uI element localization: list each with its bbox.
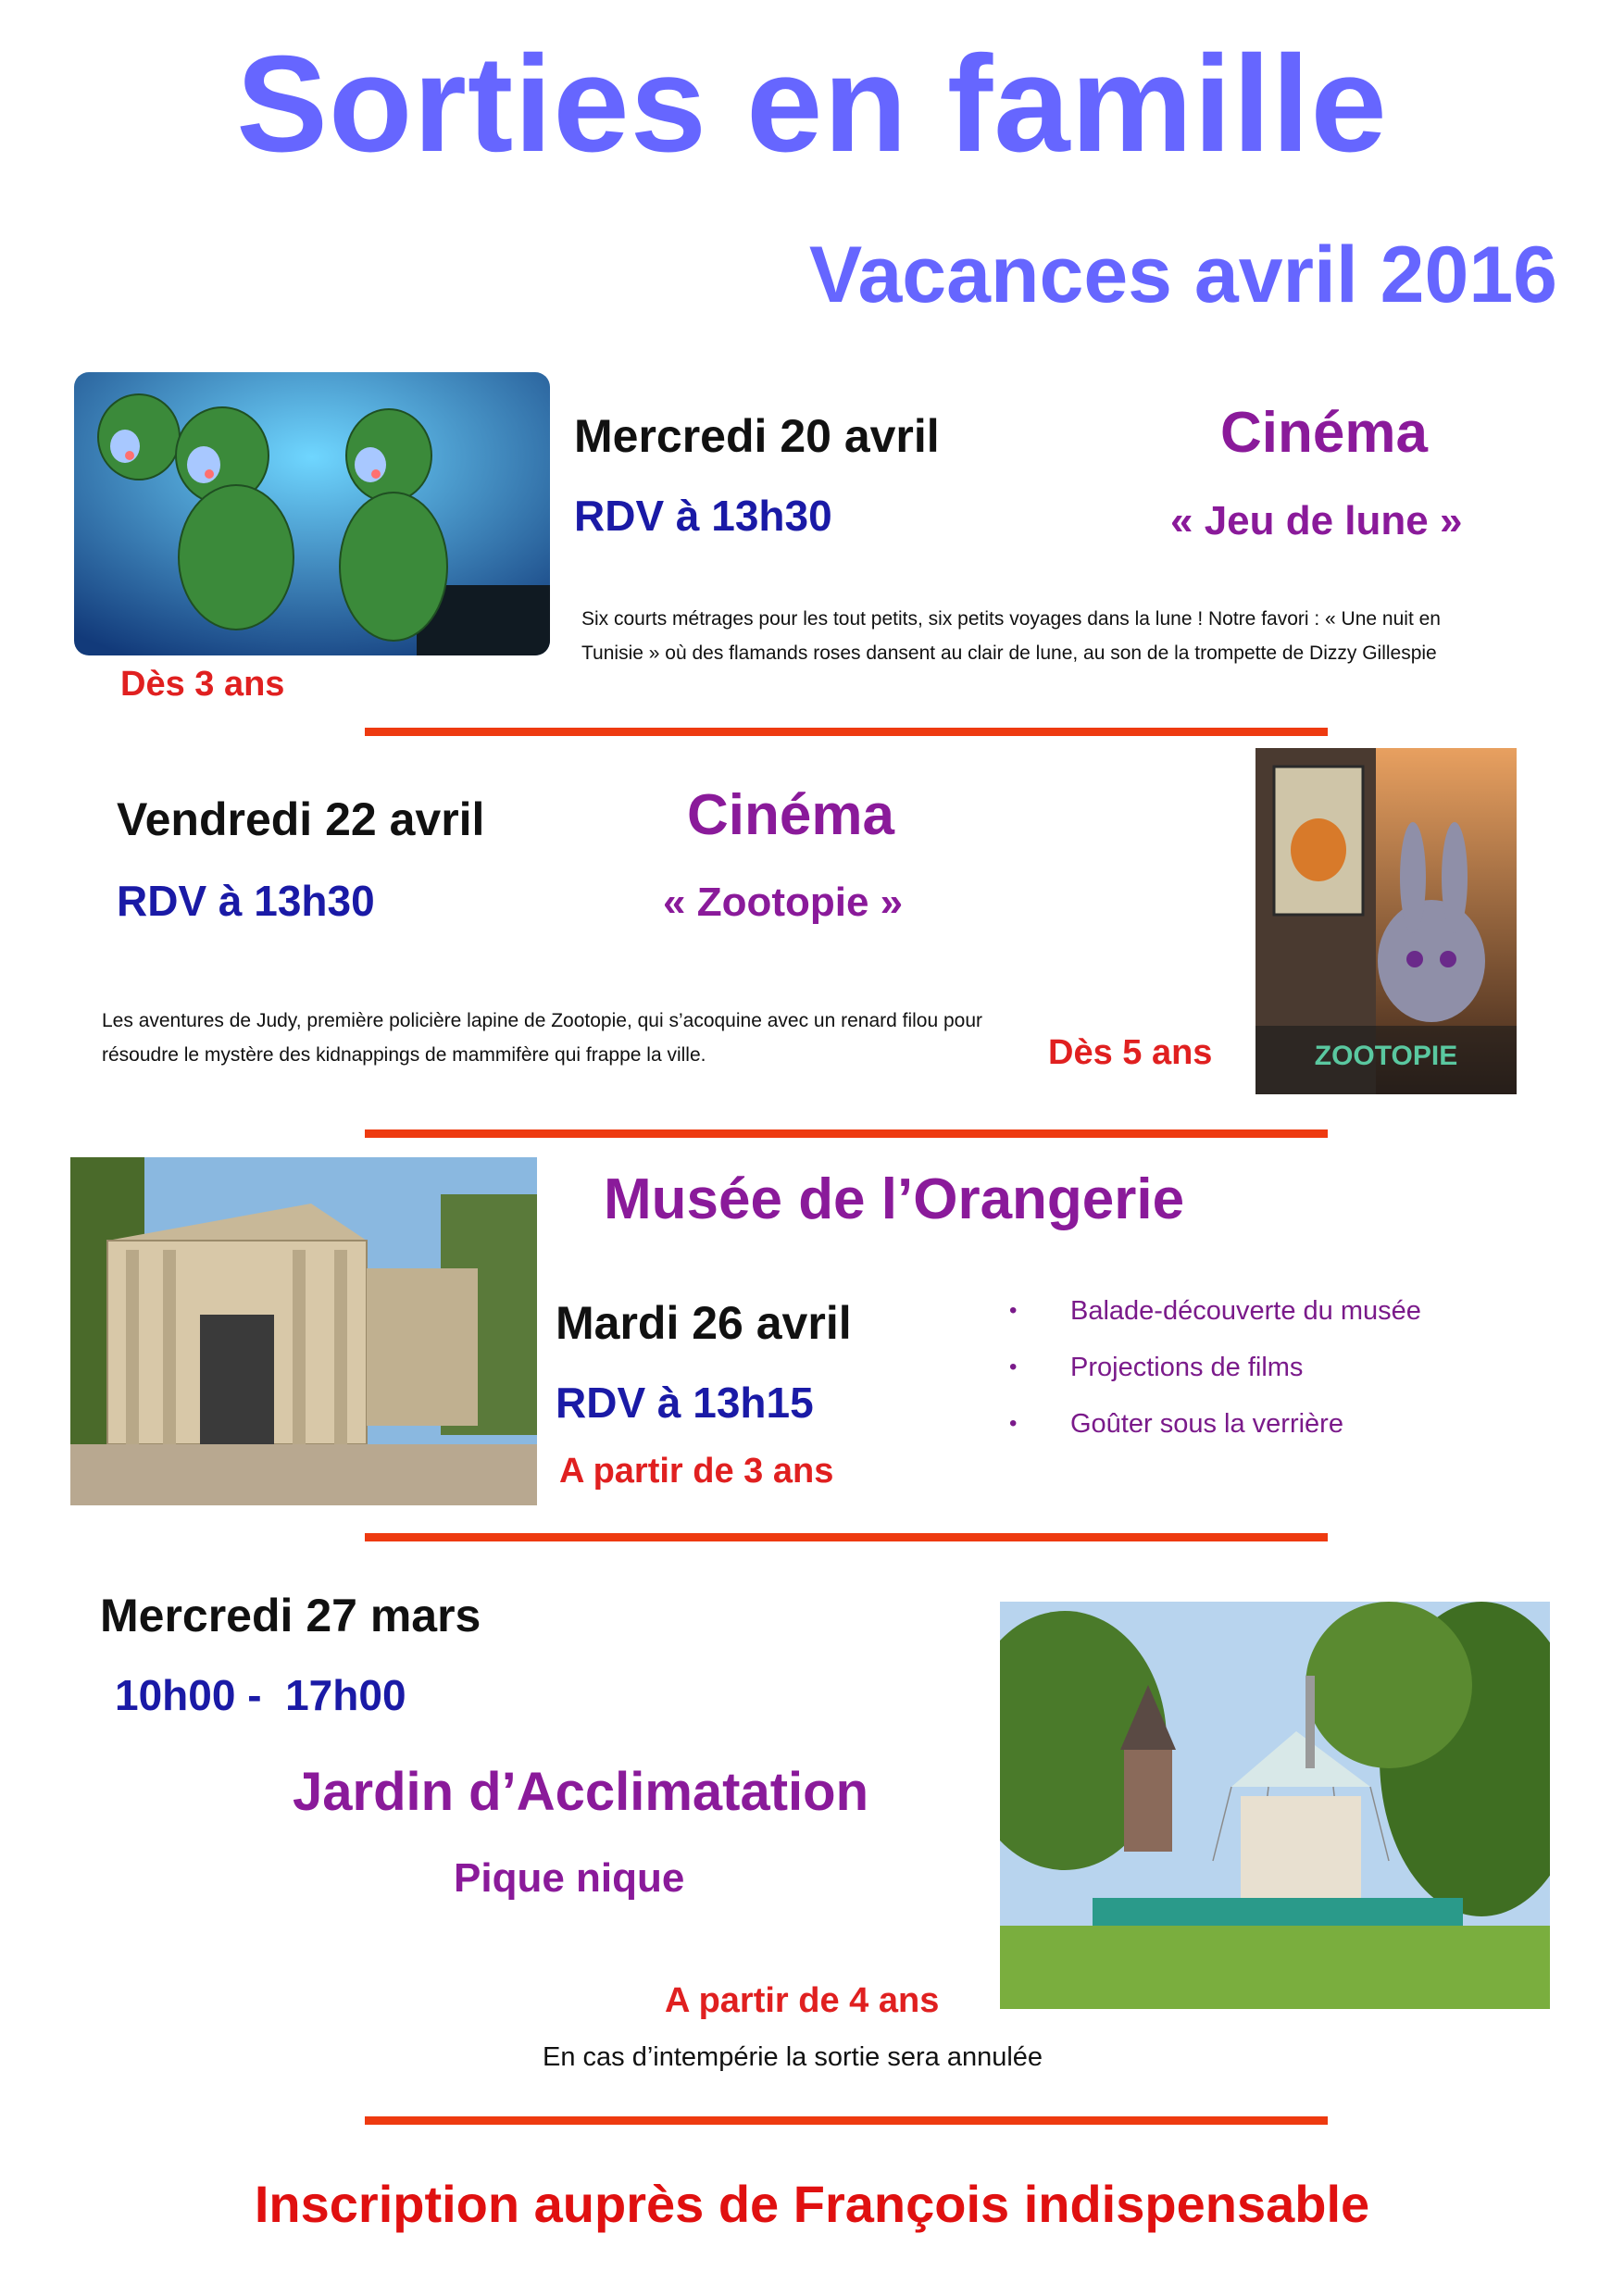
registration-notice: Inscription auprès de François indispensable [254, 2175, 1370, 2233]
jeu-de-lune-image [74, 372, 550, 655]
page-title: Sorties en famille [236, 28, 1388, 181]
poster-title: ZOOTOPIE [1314, 1041, 1458, 1071]
event1-category: Cinéma [1220, 401, 1428, 465]
separator [365, 2116, 1328, 2125]
zootopie-poster [1255, 748, 1517, 1094]
event2-age: Dès 5 ans [1048, 1033, 1213, 1072]
event1-age: Dès 3 ans [120, 665, 285, 704]
event2-date: Vendredi 22 avril [117, 793, 485, 845]
event4-date: Mercredi 27 mars [100, 1590, 481, 1641]
event4-age: A partir de 4 ans [665, 1981, 940, 2020]
event4-warning: En cas d’intempérie la sortie sera annulée [543, 2042, 1043, 2072]
event4-hours: 10h00 - 17h00 [115, 1671, 406, 1719]
event4-title: Jardin d’Acclimatation [293, 1762, 869, 1822]
event2-rdv: RDV à 13h30 [117, 877, 375, 925]
event4-note: Pique nique [454, 1855, 685, 1901]
event2-film: « Zootopie » [663, 880, 904, 925]
list-item: • Projections de films [1009, 1353, 1421, 1409]
event2-category: Cinéma [687, 783, 894, 847]
activity-list [1009, 1296, 1421, 1466]
event3-title: Musée de l’Orangerie [604, 1167, 1185, 1231]
event1-date: Mercredi 20 avril [574, 410, 940, 462]
event1-rdv: RDV à 13h30 [574, 492, 832, 540]
event3-rdv: RDV à 13h15 [556, 1379, 814, 1427]
event3-age: A partir de 3 ans [559, 1452, 834, 1491]
separator [365, 1533, 1328, 1541]
list-item: • Goûter sous la verrière [1009, 1409, 1421, 1466]
event1-film: « Jeu de lune » [1170, 498, 1463, 543]
jardin-image [1000, 1602, 1550, 2009]
list-item: • Balade-découverte du musée [1009, 1296, 1421, 1353]
event2-description: Les aventures de Judy, première policière lapine de Zootopie, qui s’acoquine avec un renard filou pour résoudre le mystère des kidnappings de mammifère qui frappe la ville. [102, 1010, 983, 1066]
separator [365, 1129, 1328, 1138]
page-subtitle: Vacances avril 2016 [808, 231, 1557, 319]
separator [365, 728, 1328, 736]
event3-date: Mardi 26 avril [556, 1297, 852, 1349]
event1-description: Six courts métrages pour les tout petits, six petits voyages dans la lune ! Notre favori : « Une nuit en Tunisie » où des flamands roses dansent au clair de lune, au son de la trompette de Dizzy Gillespie [581, 608, 1441, 664]
orangerie-image [70, 1157, 537, 1505]
